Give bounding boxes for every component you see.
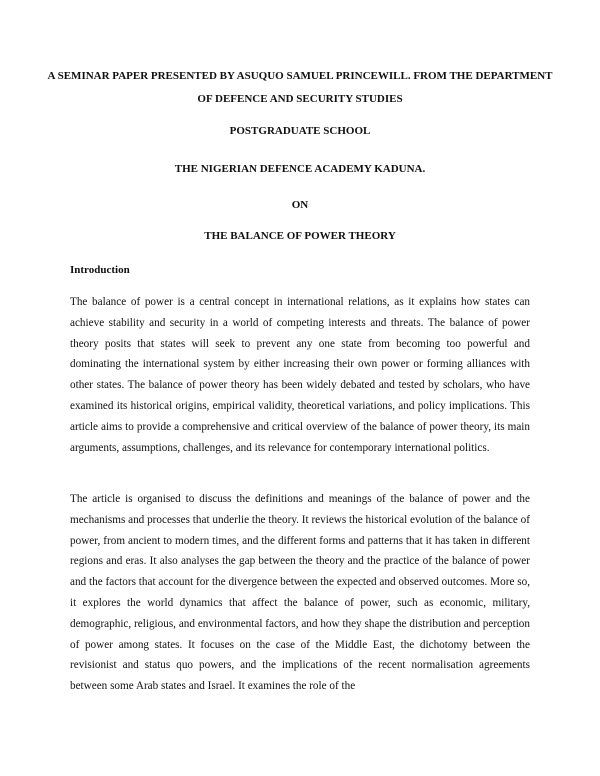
section-heading-introduction: Introduction [70, 264, 130, 276]
paper-title: A SEMINAR PAPER PRESENTED BY ASUQUO SAMUEL PRINCEWILL. FROM THE DEPARTMENT OF DEFENCE AND SECURITY STUDIES [47, 70, 553, 105]
academy-name: THE NIGERIAN DEFENCE ACADEMY KADUNA. [174, 163, 426, 175]
body-paragraph: The article is organised to discuss the definitions and meanings of the balance of power and the mechanisms and processes that underlie the theory. It reviews the historical evolution of the balance of power, from ancient to modern times, and the different forms and patterns that it has taken in different regions and eras. It also analyses the gap between the theory and the practice of the balance of power and the factors that account for the divergence between the expected and observed outcomes. More so, it explores the world dynamics that affect the balance of power, such as economic, military, demographic, religious, and environmental factors, and how they shape the distribution and perception of power among states. It focuses on the case of the Middle East, the dichotomy between the revisionist and status quo powers, and the implications of the recent normalisation agreements between some Arab states and Israel. It examines the role of the [70, 493, 530, 693]
on-label: ON [291, 199, 309, 211]
body-paragraph: The balance of power is a central concept in international relations, as it explains how states can achieve stability and security in a world of competing interests and threats. The balance of power theory posits that states will seek to prevent any one state from becoming too powerful and dominating the international system by either increasing their own power or forming alliances with other states. The balance of power theory has been widely debated and tested by scholars, who have examined its historical origins, empirical validity, theoretical variations, and policy implications. This article aims to provide a comprehensive and critical overview of the balance of power theory, its main arguments, assumptions, challenges, and its relevance for contemporary international politics. [70, 296, 530, 454]
paper-topic: THE BALANCE OF POWER THEORY [204, 230, 396, 242]
school-name: POSTGRADUATE SCHOOL [229, 125, 371, 137]
